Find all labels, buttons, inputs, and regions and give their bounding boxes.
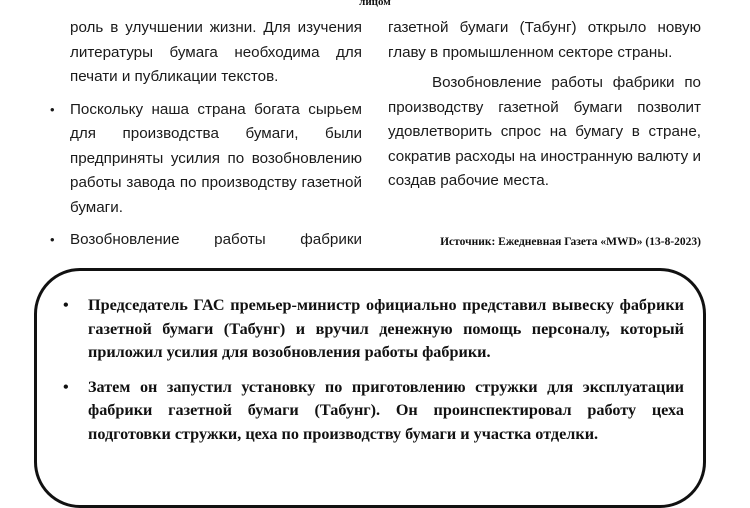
left-bullet-item xyxy=(48,98,362,221)
right-column xyxy=(388,16,701,194)
box-bullet-item xyxy=(58,294,684,365)
left-bullet-text: Поскольку наша страна богата сырьем для производства бумаги, были предприняты усилия по возобновлению работы завода по производству газетной бумаги. xyxy=(70,100,362,216)
right-paragraph-1: газетной бумаги (Табунг) открыло новую главу в промышленном секторе страны. xyxy=(388,19,701,61)
box-bullet-text: Председатель ГАС премьер-министр официально представил вывеску фабрики газетной бумаги (Табунг) и вручил денежную помощь персоналу, который приложил усилия для возобновления работы фабрики. xyxy=(88,296,684,361)
source-citation: Источник: Ежедневная Газета «MWD» (13-8-2023) xyxy=(440,236,701,248)
left-bullet-text: Возобновление работы фабрики xyxy=(70,231,362,248)
left-column xyxy=(48,16,362,253)
header-fragment: лицом xyxy=(359,0,391,8)
right-paragraph-2: Возобновление работы фабрики по производству газетной бумаги позволит удовлетворить спрос на бумагу в стране, сократив расходы на иностранную валюту и создав рабочие места. xyxy=(388,74,701,189)
bullet-icon: • xyxy=(63,377,69,396)
bullet-icon: • xyxy=(50,232,55,247)
bullet-icon: • xyxy=(63,296,69,314)
left-intro-paragraph: роль в улучшении жизни. Для изучения литературы бумага необходима для печати и публикации текстов. xyxy=(70,19,362,85)
box-bullet-item xyxy=(58,376,684,447)
left-bullet-item xyxy=(48,228,362,253)
highlight-box-list xyxy=(58,294,684,457)
bullet-icon: • xyxy=(50,101,55,117)
box-bullet-text: Затем он запустил установку по приготовлению стружки для эксплуатации фабрики газетной бумаги (Табунг). Он проинспектировал работу цеха подготовки стружки, цеха по производству бумаги и участка отделки. xyxy=(88,377,684,443)
